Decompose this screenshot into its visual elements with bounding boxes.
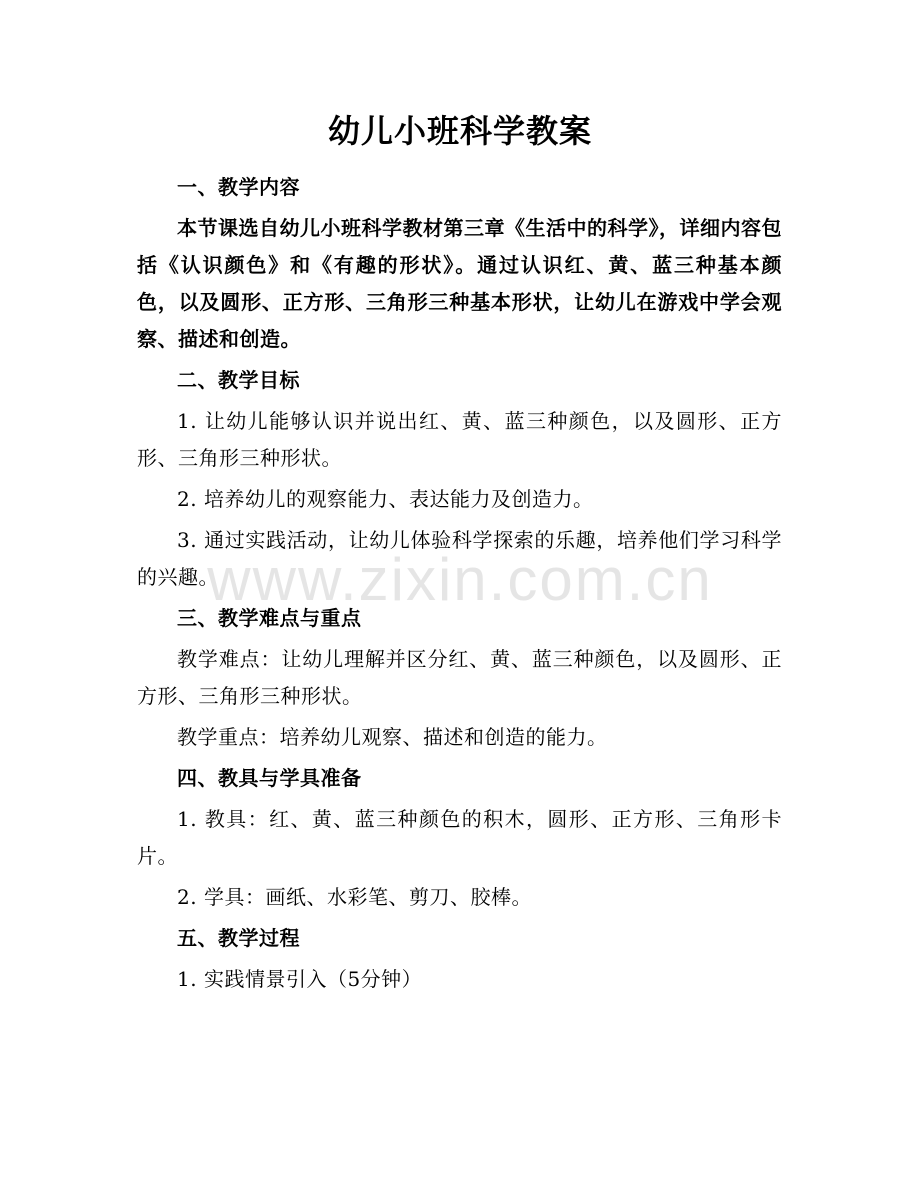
goal-item-2: 2. 培养幼儿的观察能力、表达能力及创造力。 [177, 487, 594, 511]
goal-item-3: 3. 通过实践活动，让幼儿体验科学探索的乐趣，培养他们学习科学的兴趣。 [137, 528, 782, 589]
document-body [137, 169, 782, 1002]
section-heading-process: 五、教学过程 [177, 926, 300, 950]
section-heading-difficulties: 三、教学难点与重点 [177, 606, 362, 630]
section-heading-materials: 四、教具与学具准备 [177, 766, 362, 790]
materials-item-1: 1. 教具：红、黄、蓝三种颜色的积木，圆形、正方形、三角形卡片。 [137, 807, 782, 868]
watermark: www.zixin.com.cn [207, 546, 713, 613]
difficulty-paragraph: 教学难点：让幼儿理解并区分红、黄、蓝三种颜色，以及圆形、正方形、三角形三种形状。 [137, 647, 782, 708]
process-item-1: 1. 实践情景引入（5分钟） [177, 967, 423, 991]
content-paragraph: 本节课选自幼儿小班科学教材第三章《生活中的科学》，详细内容包括《认识颜色》和《有趣的形状》。通过认识红、黄、蓝三种基本颜色，以及圆形、正方形、三角形三种基本形状，让幼儿在游戏中学会观察、描述和创造。 [137, 216, 782, 351]
section-heading-content: 一、教学内容 [177, 175, 300, 199]
key-point-paragraph: 教学重点：培养幼儿观察、描述和创造的能力。 [177, 725, 608, 749]
materials-item-2: 2. 学具：画纸、水彩笔、剪刀、胶棒。 [177, 885, 532, 909]
document-title: 幼儿小班科学教案 [327, 112, 592, 150]
goal-item-1: 1. 让幼儿能够认识并说出红、黄、蓝三种颜色，以及圆形、正方形、三角形三种形状。 [137, 409, 782, 470]
section-heading-goals: 二、教学目标 [177, 368, 300, 392]
